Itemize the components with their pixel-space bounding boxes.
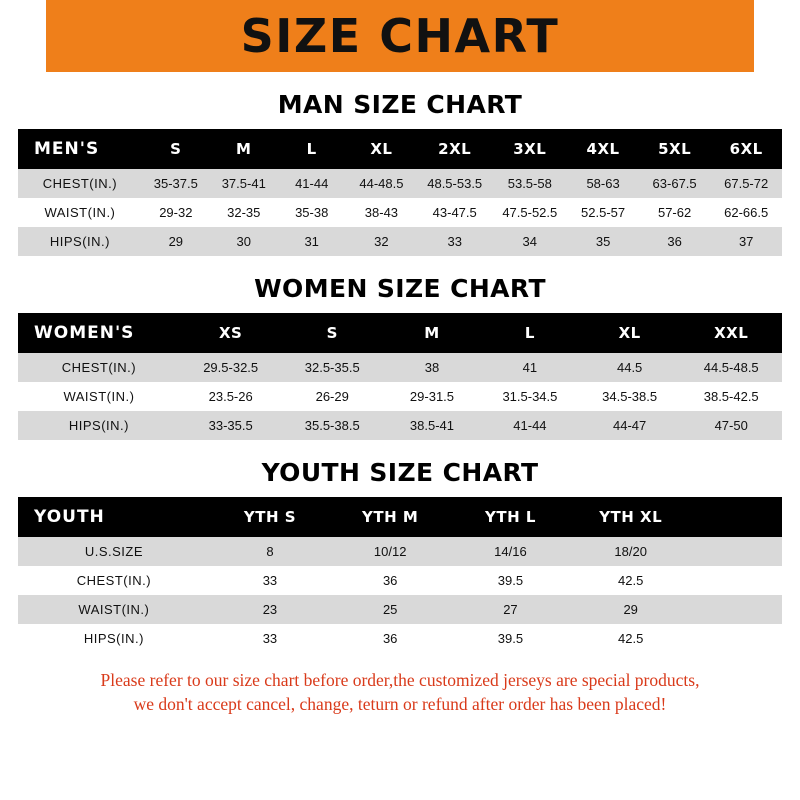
women-header-xl: XL <box>579 313 681 353</box>
women-hips-m: 38.5-41 <box>383 411 481 440</box>
women-hips-xl: 44-47 <box>579 411 681 440</box>
men-header-6xl: 6XL <box>710 129 782 169</box>
women-row-hips-label: HIPS(IN.) <box>18 411 180 440</box>
men-header-m: M <box>210 129 278 169</box>
table-header-row <box>18 497 782 537</box>
table-row <box>18 595 782 624</box>
men-header-5xl: 5XL <box>639 129 711 169</box>
youth-waist-l: 27 <box>450 595 570 624</box>
youth-hips-spacer <box>691 624 782 653</box>
youth-chest-xl: 42.5 <box>571 566 691 595</box>
men-row-chest-label: CHEST(IN.) <box>18 169 142 198</box>
youth-chest-l: 39.5 <box>450 566 570 595</box>
youth-table-body <box>18 537 782 653</box>
men-waist-xl: 38-43 <box>346 198 418 227</box>
youth-waist-spacer <box>691 595 782 624</box>
men-hips-3xl: 34 <box>492 227 567 256</box>
men-hips-4xl: 35 <box>567 227 639 256</box>
women-header-m: M <box>383 313 481 353</box>
men-table-head <box>18 129 782 169</box>
women-chest-xxl: 44.5-48.5 <box>680 353 782 382</box>
men-header-3xl: 3XL <box>492 129 567 169</box>
content <box>0 90 800 716</box>
men-row-hips-label: HIPS(IN.) <box>18 227 142 256</box>
women-waist-xs: 23.5-26 <box>180 382 282 411</box>
men-section-title: MAN SIZE CHART <box>277 90 523 119</box>
men-waist-s: 29-32 <box>142 198 210 227</box>
header-band <box>0 0 800 72</box>
table-row <box>18 382 782 411</box>
women-header-label: WOMEN'S <box>18 313 180 353</box>
men-hips-5xl: 36 <box>639 227 711 256</box>
women-hips-xxl: 47-50 <box>680 411 782 440</box>
youth-header-m: YTH M <box>330 497 450 537</box>
women-size-table <box>18 313 782 440</box>
footer-note-line-2: we don't accept cancel, change, teturn or refund after order has been placed! <box>133 693 667 714</box>
youth-chest-s: 33 <box>210 566 330 595</box>
men-header-2xl: 2XL <box>417 129 492 169</box>
youth-chest-m: 36 <box>330 566 450 595</box>
table-row <box>18 227 782 256</box>
women-header-l: L <box>481 313 579 353</box>
table-row <box>18 537 782 566</box>
footer-note-line-1: Please refer to our size chart before order,the customized jerseys are special products, <box>100 670 700 690</box>
men-waist-3xl: 47.5-52.5 <box>492 198 567 227</box>
youth-ussize-spacer <box>691 537 782 566</box>
youth-ussize-xl: 18/20 <box>571 537 691 566</box>
men-hips-s: 29 <box>142 227 210 256</box>
men-size-table <box>18 129 782 256</box>
women-header-s: S <box>281 313 383 353</box>
men-table-body <box>18 169 782 256</box>
women-hips-l: 41-44 <box>481 411 579 440</box>
men-chest-2xl: 48.5-53.5 <box>417 169 492 198</box>
women-chest-xs: 29.5-32.5 <box>180 353 282 382</box>
men-row-waist-label: WAIST(IN.) <box>18 198 142 227</box>
youth-table-head <box>18 497 782 537</box>
women-waist-xl: 34.5-38.5 <box>579 382 681 411</box>
youth-ussize-l: 14/16 <box>450 537 570 566</box>
table-row <box>18 624 782 653</box>
men-chest-s: 35-37.5 <box>142 169 210 198</box>
women-header-xs: XS <box>180 313 282 353</box>
table-header-row <box>18 313 782 353</box>
table-row <box>18 566 782 595</box>
men-waist-l: 35-38 <box>278 198 346 227</box>
men-chest-m: 37.5-41 <box>210 169 278 198</box>
men-hips-6xl: 37 <box>710 227 782 256</box>
table-row <box>18 353 782 382</box>
women-chest-l: 41 <box>481 353 579 382</box>
youth-header-l: YTH L <box>450 497 570 537</box>
youth-waist-m: 25 <box>330 595 450 624</box>
men-hips-xl: 32 <box>346 227 418 256</box>
women-chest-s: 32.5-35.5 <box>281 353 383 382</box>
table-row <box>18 198 782 227</box>
youth-ussize-m: 10/12 <box>330 537 450 566</box>
women-waist-s: 26-29 <box>281 382 383 411</box>
page-title: SIZE CHART <box>240 9 560 63</box>
women-table-head <box>18 313 782 353</box>
men-hips-l: 31 <box>278 227 346 256</box>
women-row-waist-label: WAIST(IN.) <box>18 382 180 411</box>
men-chest-l: 41-44 <box>278 169 346 198</box>
youth-ussize-s: 8 <box>210 537 330 566</box>
men-hips-m: 30 <box>210 227 278 256</box>
youth-row-ussize-label: U.S.SIZE <box>18 537 210 566</box>
women-section-title: WOMEN SIZE CHART <box>254 274 546 303</box>
youth-hips-xl: 42.5 <box>571 624 691 653</box>
youth-row-chest-label: CHEST(IN.) <box>18 566 210 595</box>
women-header-xxl: XXL <box>680 313 782 353</box>
men-chest-xl: 44-48.5 <box>346 169 418 198</box>
men-header-s: S <box>142 129 210 169</box>
youth-header-label: YOUTH <box>18 497 210 537</box>
women-waist-xxl: 38.5-42.5 <box>680 382 782 411</box>
youth-hips-s: 33 <box>210 624 330 653</box>
men-chest-5xl: 63-67.5 <box>639 169 711 198</box>
men-hips-2xl: 33 <box>417 227 492 256</box>
men-waist-6xl: 62-66.5 <box>710 198 782 227</box>
women-hips-xs: 33-35.5 <box>180 411 282 440</box>
footer-note <box>18 669 782 716</box>
table-header-row <box>18 129 782 169</box>
men-header-l: L <box>278 129 346 169</box>
youth-header-s: YTH S <box>210 497 330 537</box>
youth-header-xl: YTH XL <box>571 497 691 537</box>
men-waist-5xl: 57-62 <box>639 198 711 227</box>
table-row <box>18 411 782 440</box>
youth-waist-s: 23 <box>210 595 330 624</box>
women-table-body <box>18 353 782 440</box>
men-chest-4xl: 58-63 <box>567 169 639 198</box>
men-chest-6xl: 67.5-72 <box>710 169 782 198</box>
youth-waist-xl: 29 <box>571 595 691 624</box>
youth-hips-l: 39.5 <box>450 624 570 653</box>
header-left-notch <box>0 0 46 72</box>
youth-header-spacer <box>691 497 782 537</box>
youth-row-waist-label: WAIST(IN.) <box>18 595 210 624</box>
women-row-chest-label: CHEST(IN.) <box>18 353 180 382</box>
women-chest-m: 38 <box>383 353 481 382</box>
youth-chest-spacer <box>691 566 782 595</box>
men-header-label: MEN'S <box>18 129 142 169</box>
women-hips-s: 35.5-38.5 <box>281 411 383 440</box>
youth-hips-m: 36 <box>330 624 450 653</box>
youth-size-table <box>18 497 782 653</box>
youth-row-hips-label: HIPS(IN.) <box>18 624 210 653</box>
header-right-notch <box>754 0 800 72</box>
men-chest-3xl: 53.5-58 <box>492 169 567 198</box>
men-waist-4xl: 52.5-57 <box>567 198 639 227</box>
men-waist-m: 32-35 <box>210 198 278 227</box>
men-header-4xl: 4XL <box>567 129 639 169</box>
women-chest-xl: 44.5 <box>579 353 681 382</box>
women-waist-l: 31.5-34.5 <box>481 382 579 411</box>
men-header-xl: XL <box>346 129 418 169</box>
women-waist-m: 29-31.5 <box>383 382 481 411</box>
youth-section-title: YOUTH SIZE CHART <box>261 458 539 487</box>
men-waist-2xl: 43-47.5 <box>417 198 492 227</box>
table-row <box>18 169 782 198</box>
